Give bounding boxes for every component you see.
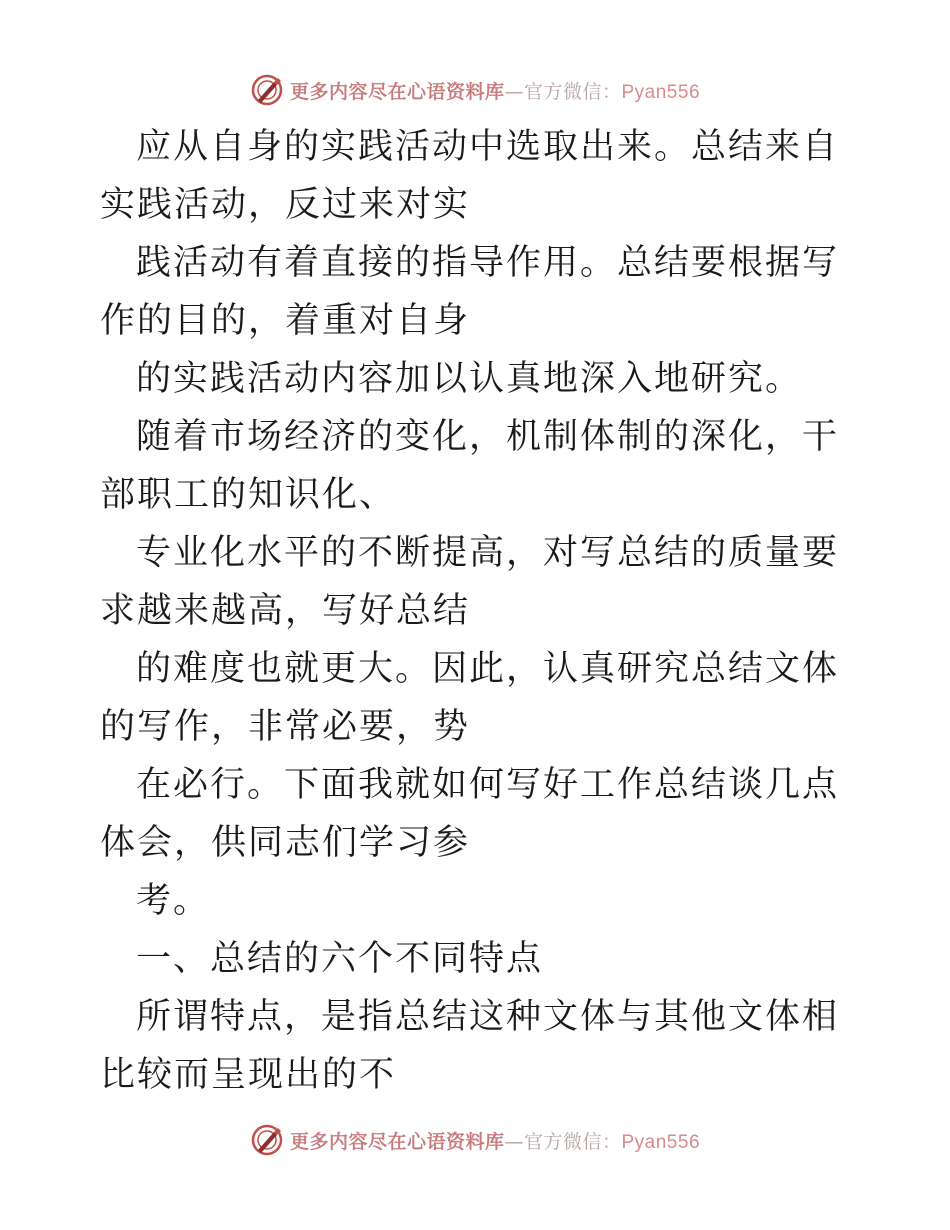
paragraph — [100, 234, 860, 350]
watermark-separator: — — [504, 1130, 524, 1153]
paragraph — [100, 118, 860, 234]
section-heading-text: 一、总结的六个不同特点 — [136, 939, 544, 979]
pen-logo-icon — [250, 1123, 284, 1157]
watermark-text — [290, 77, 700, 104]
paragraph-text: 随着市场经济的变化，机制体制的深化，干部职工的知识化、 — [100, 417, 840, 515]
paragraph — [100, 524, 860, 640]
paragraph-text: 考。 — [136, 881, 211, 921]
paragraph — [100, 640, 860, 756]
paragraph — [100, 872, 860, 930]
watermark-wechat-label: 官方微信： — [523, 80, 622, 103]
watermark-wechat-label: 官方微信： — [523, 1130, 622, 1153]
watermark-wechat-id: Pyan556 — [621, 81, 701, 103]
paragraph-text: 的实践活动内容加以认真地深入地研究。 — [136, 359, 803, 399]
watermark-wechat-id: Pyan556 — [621, 1131, 701, 1153]
section-heading — [100, 930, 860, 988]
watermark-site: 更多内容尽在心语资料库 — [289, 80, 505, 103]
footer-watermark-banner — [0, 1120, 950, 1160]
watermark-text — [290, 1127, 700, 1154]
pen-logo-icon — [250, 73, 284, 107]
watermark-separator: — — [504, 80, 524, 103]
paragraph — [100, 350, 860, 408]
paragraph — [100, 408, 860, 524]
watermark-site: 更多内容尽在心语资料库 — [289, 1130, 505, 1153]
header-watermark-banner — [0, 70, 950, 110]
paragraph — [100, 756, 860, 872]
paragraph-text: 的难度也就更大。因此，认真研究总结文体的写作，非常必要，势 — [100, 649, 840, 747]
paragraph-text: 在必行。下面我就如何写好工作总结谈几点体会，供同志们学习参 — [100, 765, 840, 863]
paragraph — [100, 988, 860, 1104]
paragraph-text: 践活动有着直接的指导作用。总结要根据写作的目的，着重对自身 — [100, 243, 840, 341]
paragraph-text: 所谓特点，是指总结这种文体与其他文体相比较而呈现出的不 — [100, 997, 840, 1095]
document-body — [100, 118, 860, 1104]
paragraph-text: 应从自身的实践活动中选取出来。总结来自实践活动，反过来对实 — [100, 127, 840, 225]
paragraph-text: 专业化水平的不断提高，对写总结的质量要求越来越高，写好总结 — [100, 533, 840, 631]
